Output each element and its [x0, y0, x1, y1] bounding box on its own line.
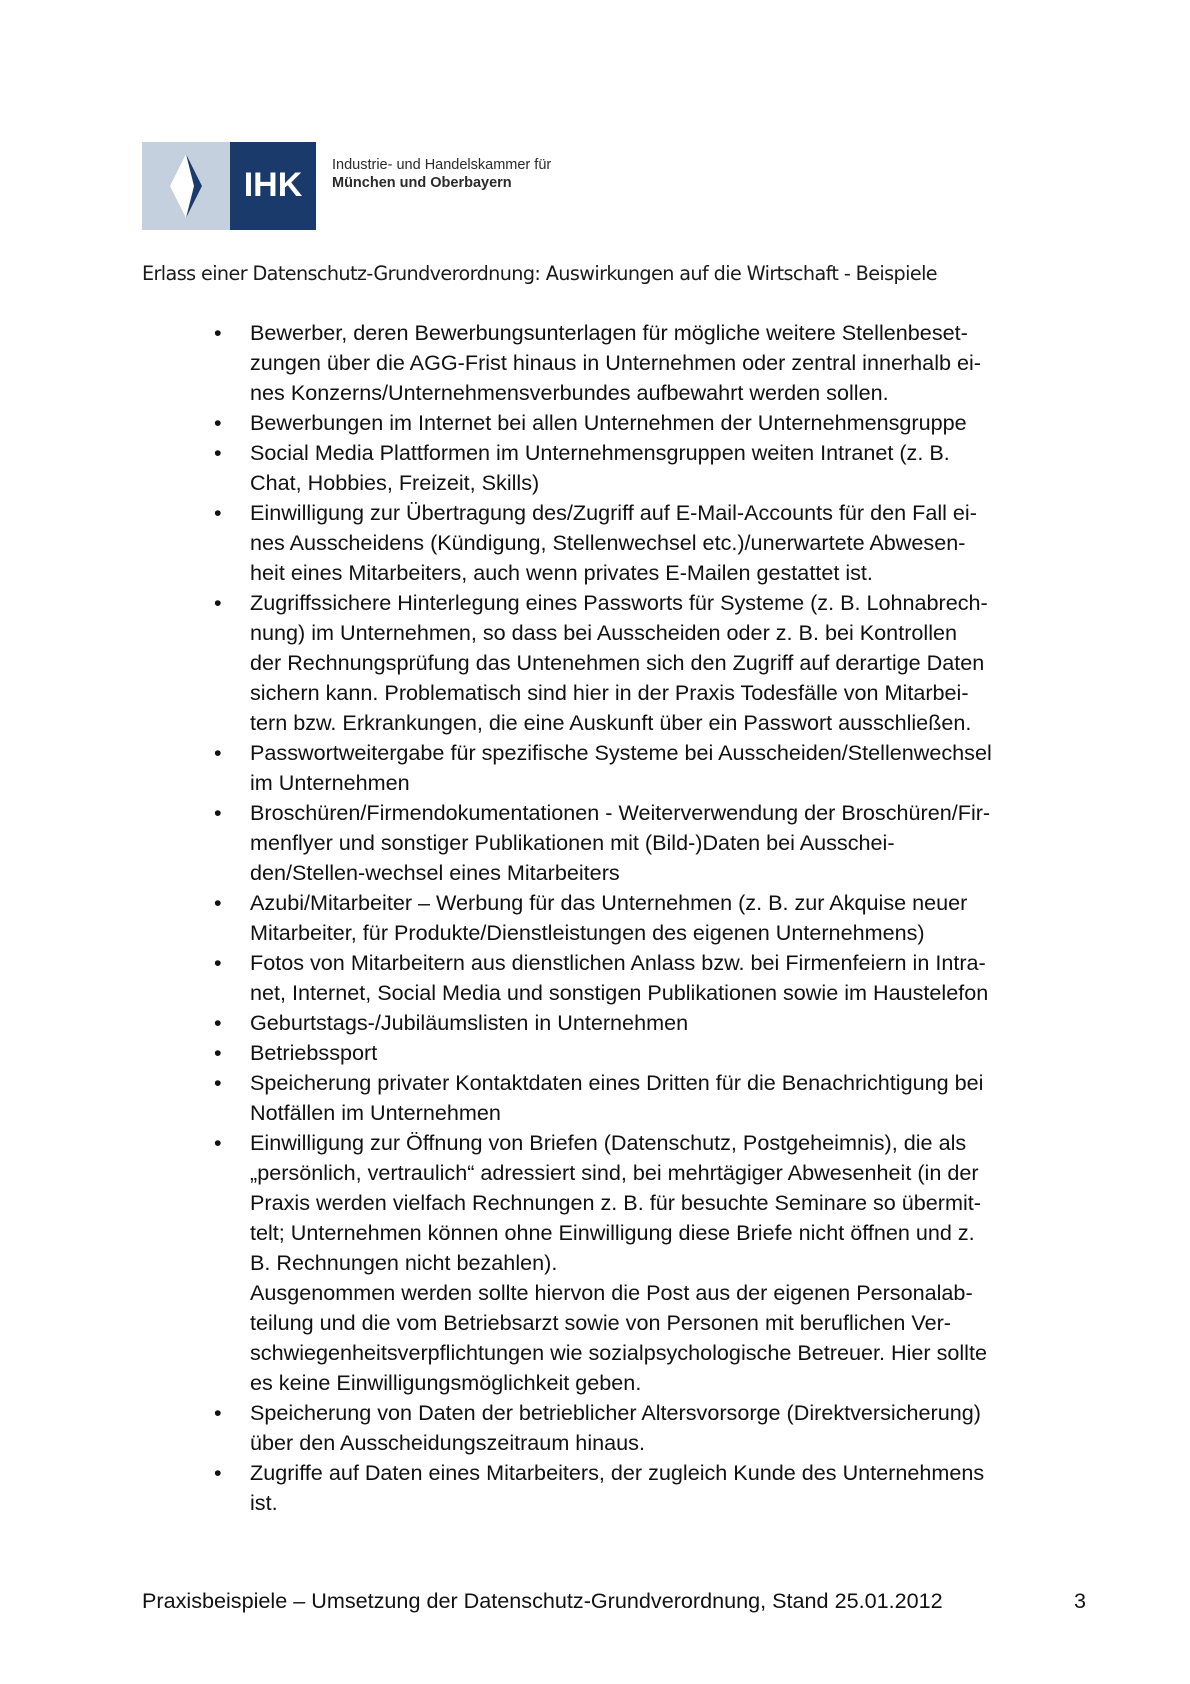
- list-item-line: Notfällen im Unternehmen: [250, 1100, 501, 1125]
- bullet-icon: •: [214, 320, 222, 345]
- list-item-line: Passwortweitergabe für spezifische Systeme bei Ausscheiden/Stellenwechsel: [250, 740, 992, 765]
- bullet-icon: •: [214, 590, 222, 615]
- list-item-line: zungen über die AGG-Frist hinaus in Unternehmen oder zentral innerhalb ei-: [250, 350, 981, 375]
- logo-wordmark: [332, 156, 551, 192]
- document-subtitle: Erlass einer Datenschutz-Grundverordnung: Auswirkungen auf die Wirtschaft - Beispiele: [142, 262, 938, 285]
- bullet-icon: •: [214, 740, 222, 765]
- ihk-logo: [142, 142, 562, 230]
- list-item-line: im Unternehmen: [250, 770, 410, 795]
- list-item-line: menflyer und sonstiger Publikationen mit (Bild-)Daten bei Ausschei-: [250, 830, 895, 855]
- list-item-line: der Rechnungsprüfung das Untenehmen sich den Zugriff auf derartige Daten: [250, 650, 985, 675]
- list-item-line: Ausgenommen werden sollte hiervon die Post aus der eigenen Personalab-: [250, 1280, 973, 1305]
- list-item: [214, 888, 1084, 948]
- list-item: [214, 498, 1084, 588]
- list-item-line: heit eines Mitarbeiters, auch wenn privates E-Mailen gestattet ist.: [250, 560, 873, 585]
- logo-mark-text: IHK: [243, 166, 303, 204]
- list-item: [214, 948, 1084, 1008]
- list-item-line: nes Konzerns/Unternehmensverbundes aufbewahrt werden sollen.: [250, 380, 889, 405]
- bullet-icon: •: [214, 1070, 222, 1095]
- list-item-line: telt; Unternehmen können ohne Einwilligung diese Briefe nicht öffnen und z.: [250, 1220, 975, 1245]
- bullet-icon: •: [214, 950, 222, 975]
- list-item-line: Bewerbungen im Internet bei allen Unternehmen der Unternehmensgruppe: [250, 410, 967, 435]
- list-item-line: schwiegenheitsverpflichtungen wie sozialpsychologische Betreuer. Hier sollte: [250, 1340, 987, 1365]
- bullet-list: [214, 318, 1084, 1518]
- bullet-icon: •: [214, 1130, 222, 1155]
- list-item: [214, 1128, 1084, 1398]
- bullet-icon: •: [214, 500, 222, 525]
- logo-line-1: Industrie- und Handelskammer für: [332, 157, 552, 173]
- list-item: [214, 798, 1084, 888]
- list-item: [214, 318, 1084, 408]
- list-item-line: Speicherung von Daten der betrieblicher Altersvorsorge (Direktversicherung): [250, 1400, 981, 1425]
- list-item: [214, 1398, 1084, 1458]
- list-item-line: Chat, Hobbies, Freizeit, Skills): [250, 470, 540, 495]
- list-item: [214, 408, 1084, 438]
- list-item: [214, 1008, 1084, 1038]
- list-item-line: es keine Einwilligungsmöglichkeit geben.: [250, 1370, 642, 1395]
- list-item-line: über den Ausscheidungszeitraum hinaus.: [250, 1430, 645, 1455]
- list-item-line: Social Media Plattformen im Unternehmensgruppen weiten Intranet (z. B.: [250, 440, 950, 465]
- bullet-icon: •: [214, 890, 222, 915]
- ihk-logo-mark: [142, 142, 316, 230]
- list-item-line: B. Rechnungen nicht bezahlen).: [250, 1250, 558, 1275]
- bullet-icon: •: [214, 410, 222, 435]
- bullet-icon: •: [214, 1400, 222, 1425]
- list-item-line: Azubi/Mitarbeiter – Werbung für das Unternehmen (z. B. zur Akquise neuer: [250, 890, 968, 915]
- list-item-line: Einwilligung zur Übertragung des/Zugriff auf E-Mail-Accounts für den Fall ei-: [250, 500, 977, 525]
- list-item-line: Bewerber, deren Bewerbungsunterlagen für mögliche weitere Stellenbeset-: [250, 320, 968, 345]
- list-item-line: Broschüren/Firmendokumentationen - Weiterverwendung der Broschüren/Fir-: [250, 800, 991, 825]
- page-number: 3: [1073, 1588, 1086, 1613]
- list-item-line: Geburtstags-/Jubiläumslisten in Unternehmen: [250, 1010, 689, 1035]
- bullet-icon: •: [214, 1040, 222, 1065]
- list-item: [214, 1458, 1084, 1518]
- list-item-line: Zugriffssichere Hinterlegung eines Passworts für Systeme (z. B. Lohnabrech-: [250, 590, 988, 615]
- list-item-line: nung) im Unternehmen, so dass bei Ausscheiden oder z. B. bei Kontrollen: [250, 620, 958, 645]
- list-item-line: ist.: [250, 1490, 278, 1515]
- bullet-icon: •: [214, 1010, 222, 1035]
- footer-text: Praxisbeispiele – Umsetzung der Datenschutz-Grundverordnung, Stand 25.01.2012: [142, 1588, 943, 1613]
- list-item-line: Speicherung privater Kontaktdaten eines Dritten für die Benachrichtigung bei: [250, 1070, 984, 1095]
- list-item-line: „persönlich, vertraulich“ adressiert sind, bei mehrtägiger Abwesenheit (in der: [250, 1160, 979, 1185]
- list-item-line: Fotos von Mitarbeitern aus dienstlichen Anlass bzw. bei Firmenfeiern in Intra-: [250, 950, 986, 975]
- list-item-line: Betriebssport: [250, 1040, 378, 1065]
- list-item-line: Einwilligung zur Öffnung von Briefen (Datenschutz, Postgeheimnis), die als: [250, 1130, 967, 1155]
- bullet-icon: •: [214, 800, 222, 825]
- list-item-line: nes Ausscheidens (Kündigung, Stellenwechsel etc.)/unerwartete Abwesen-: [250, 530, 966, 555]
- list-item-line: Praxis werden vielfach Rechnungen z. B. für besuchte Seminare so übermit-: [250, 1190, 981, 1215]
- list-item: [214, 438, 1084, 498]
- list-item: [214, 588, 1084, 738]
- page-footer: [142, 1586, 1086, 1616]
- list-item: [214, 1038, 1084, 1068]
- bullet-icon: •: [214, 440, 222, 465]
- list-item: [214, 738, 1084, 798]
- list-item-line: den/Stellen-wechsel eines Mitarbeiters: [250, 860, 620, 885]
- list-item-line: net, Internet, Social Media und sonstigen Publikationen sowie im Haustelefon: [250, 980, 989, 1005]
- list-item: [214, 1068, 1084, 1128]
- logo-line-2: München und Oberbayern: [332, 175, 512, 191]
- list-item-line: Mitarbeiter, für Produkte/Dienstleistungen des eigenen Unternehmens): [250, 920, 925, 945]
- document-body: [214, 318, 1084, 1518]
- list-item-line: Zugriffe auf Daten eines Mitarbeiters, der zugleich Kunde des Unternehmens: [250, 1460, 985, 1485]
- list-item-line: sichern kann. Problematisch sind hier in der Praxis Todesfälle von Mitarbei-: [250, 680, 969, 705]
- list-item-line: teilung und die vom Betriebsarzt sowie von Personen mit beruflichen Ver-: [250, 1310, 951, 1335]
- list-item-line: tern bzw. Erkrankungen, die eine Auskunft über ein Passwort ausschließen.: [250, 710, 972, 735]
- bullet-icon: •: [214, 1460, 222, 1485]
